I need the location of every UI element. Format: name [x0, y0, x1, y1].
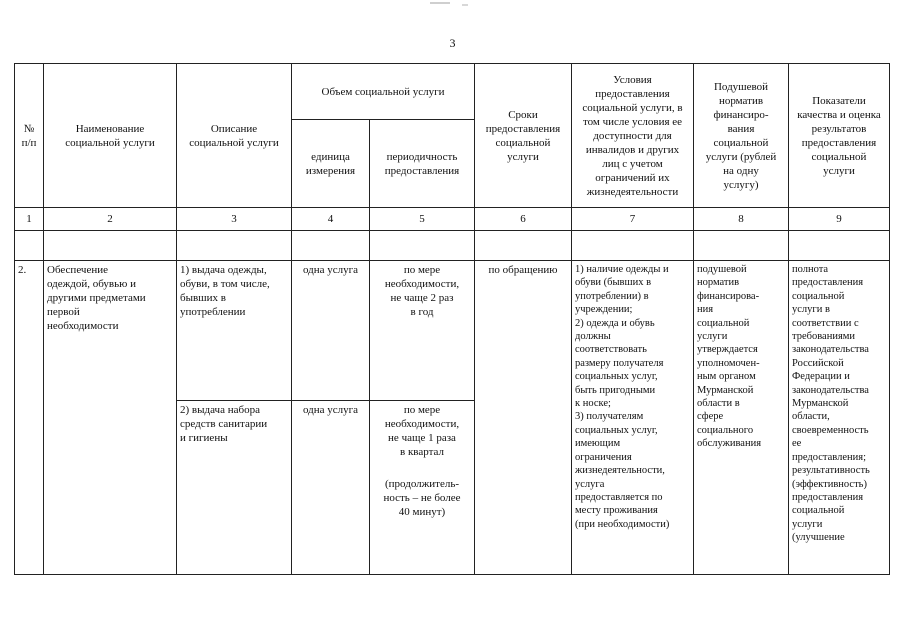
- item2-periodicity: по мере необходимости, не чаще 1 раза в квартал: [384, 404, 460, 458]
- service-row-item-1: [15, 261, 890, 401]
- scan-artifact: [430, 2, 450, 4]
- empty-cell: [15, 231, 44, 261]
- empty-cell: [475, 231, 572, 261]
- column-number: 9: [789, 208, 890, 231]
- empty-cell: [44, 231, 177, 261]
- header-financing-norm: Подушевой норматив финансиро- вания социальной услуги (рублей на одну услугу): [694, 64, 789, 208]
- column-number: 5: [370, 208, 475, 231]
- financing-norm: подушевой норматив финансирова- ния социальной услуги утверждается уполномочен- ным органом Мурманской области в сфере социального обслуживания: [694, 261, 789, 575]
- empty-cell: [789, 231, 890, 261]
- empty-row: [15, 231, 890, 261]
- column-number: 2: [44, 208, 177, 231]
- row-number: 2.: [15, 261, 44, 575]
- column-number: 7: [572, 208, 694, 231]
- empty-cell: [572, 231, 694, 261]
- item1-periodicity: по мере необходимости, не чаще 2 раз в год: [370, 261, 475, 401]
- column-numbers-row: [15, 208, 890, 231]
- header-num: № п/п: [15, 64, 44, 208]
- column-number: 4: [292, 208, 370, 231]
- column-number: 3: [177, 208, 292, 231]
- empty-cell: [370, 231, 475, 261]
- header-service-description: Описание социальной услуги: [177, 64, 292, 208]
- header-periodicity: периодичность предоставления: [370, 120, 475, 208]
- item2-description: 2) выдача набора средств санитарии и гигиены: [177, 401, 292, 575]
- item2-duration-note: (продолжитель- ность – не более 40 минут): [383, 478, 461, 518]
- empty-cell: [177, 231, 292, 261]
- header-unit: единица измерения: [292, 120, 370, 208]
- header-quality-indicators: Показатели качества и оценка результатов предоставления социальной услуги: [789, 64, 890, 208]
- empty-cell: [292, 231, 370, 261]
- column-number: 8: [694, 208, 789, 231]
- header-service-name: Наименование социальной услуги: [44, 64, 177, 208]
- service-terms: по обращению: [475, 261, 572, 575]
- social-services-table: [14, 63, 890, 575]
- item2-periodicity-cell: [370, 401, 475, 575]
- header-service-conditions: Условия предоставления социальной услуги, в том числе условия ее доступности для инвалидов и других лиц с учетом ограничений их жизнедеятельности: [572, 64, 694, 208]
- column-number: 1: [15, 208, 44, 231]
- page-number: 3: [449, 36, 456, 50]
- scan-artifact: [462, 4, 468, 6]
- column-number: 6: [475, 208, 572, 231]
- service-conditions: 1) наличие одежды и обуви (бывших в употреблении) в учреждении; 2) одежда и обувь должны соответствовать размеру получателя социальных услуг, быть пригодными к носке; 3) получателям социальных услуг, имеющим ограничения жизнедеятельности, услуга предоставляется по месту проживания (при необходимости): [572, 261, 694, 575]
- empty-cell: [694, 231, 789, 261]
- item1-unit: одна услуга: [292, 261, 370, 401]
- header-row-1: [15, 64, 890, 120]
- header-service-terms: Сроки предоставления социальной услуги: [475, 64, 572, 208]
- quality-indicators: полнота предоставления социальной услуги в соответствии с требованиями законодательства Российской Федерации и законодательства Мурманской области, своевременность ее предоставления; результативность (эффективность) предоставления социальной услуги (улучшение: [789, 261, 890, 575]
- item2-unit: одна услуга: [292, 401, 370, 575]
- service-name: Обеспечение одеждой, обувью и другими предметами первой необходимости: [44, 261, 177, 575]
- item1-description: 1) выдача одежды, обуви, в том числе, бывших в употреблении: [177, 261, 292, 401]
- header-service-volume: Объем социальной услуги: [292, 64, 475, 120]
